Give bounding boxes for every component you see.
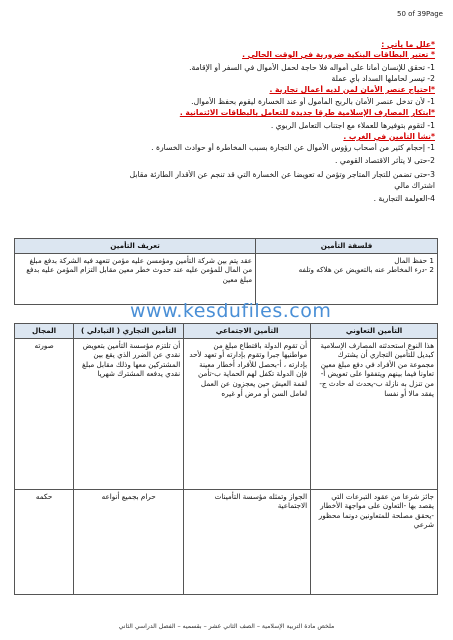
field-cell: صورته [15, 338, 74, 489]
cooperative-cell: جائز شرعا من عقود التبرعات التي يقصد بها -التعاون على مواجهة الأخطار -يحقق مصلحة للمتعاونين دونما محظور شرعي [311, 489, 438, 594]
section-heading: *ابتكار المصارف الإسلامية طرقا جديدة للتعامل بالبطاقات الائتمانية . [179, 108, 435, 117]
body-line: 3-حتى تضمن للتجار المتاجر وتؤمن له تعويضا عن الخسارة التي قد تنجم عن الأقدار الطارئة مقابل [129, 170, 435, 179]
definition-cell: عقد يتم بين شركة التأمين ومؤمسن عليه مؤمن تتعهد فيه الشركة بدفع مبلغ من المال للمؤمن عليه عند حدوث خطر معين مقابل التزام المؤمن عليه بدفع مبلغ معين [15, 253, 256, 304]
insurance-definition-table [14, 238, 438, 305]
section-heading: *نشأ التأمين في الغرب . [343, 132, 435, 141]
commercial-header: التأمين التجاري ( التبادلي ) [74, 324, 184, 339]
body-line: 4-العولمة التجارية . [373, 194, 435, 203]
field-cell: حكمه [15, 489, 74, 594]
philosophy-cell [256, 253, 438, 304]
section-heading: * تعتبر البطاقات البنكية ضرورية في الوقت الحالي . [242, 50, 435, 59]
section-heading: *احتياج عنصر الأمان لمن لديه أعمال تجارية . [269, 85, 435, 94]
watermark-text: www.kesdufiles.com [130, 300, 332, 322]
body-line: 1- لتقوم بتوفيرها للعملاء مع اجتناب التعامل الربوي . [270, 121, 435, 130]
field-header: المجال [15, 324, 74, 339]
body-line: 1- تحقق للإنسان أمانا على أمواله فلا حاجة لحمل الأموال في السفر أو الإقامة. [189, 63, 435, 72]
commercial-cell: أن تلتزم مؤسسة التأمين بتعويض نقدي عن الضرر الذي يقع بين المشتركين معها وذلك مقابل مبلغ نقدي يدفعه المشترك شهريا [74, 338, 184, 489]
body-line: اشتراك مالي [394, 181, 435, 190]
philosophy-header: فلسفة التأمين [256, 239, 438, 254]
definition-header: تعريف التأمين [15, 239, 256, 254]
table-row [15, 489, 438, 594]
commercial-cell: حرام بجميع أنواعه [74, 489, 184, 594]
philosophy-item: 1 حفظ المال [394, 255, 434, 265]
body-line: 1- لأن تدخل عنصر الأمان بالربح المأمول أو عند الخسارة ليقوم بحفظ الأموال. [191, 97, 435, 106]
body-line: 2- تيسر لحاملها السداد بأي عملة [331, 74, 435, 83]
page-number: 50 of 39Page [397, 10, 443, 18]
section-heading: *علل ما يأتي : [381, 40, 435, 49]
philosophy-item: 2 -درء المخاطر عنه بالتعويض عن هلاكه وتلفه [298, 265, 434, 275]
page-footer: ملخص مادة التربية الإسلامية – الصف الثاني عشر – بقسميه – الفصل الدراسي الثاني [118, 623, 335, 630]
social-cell: الجواز وتمثله مؤسسة التأمينات الاجتماعية [184, 489, 311, 594]
social-header: التأمين الاجتماعي [184, 324, 311, 339]
body-line: 2-حتى لا يتأثر الاقتصاد القومي . [335, 156, 435, 165]
insurance-types-table [14, 323, 438, 595]
cooperative-cell: هذا النوع استحدثته المصارف الإسلامية كبديل للتأمين التجاري أن يشترك مجموعة من الأفراد في دفع مبلغ معين تعاونا فيما بينهم ويتفقوا على تعويض أ-من تنزل به نازلة ب-يحدث له حادث ج-يفقد مالا أو نفسا [311, 338, 438, 489]
social-cell: أن تقوم الدولة باقتطاع مبلغ من مواطنيها جبرا وتقوم بإدارته أو تعهد لأحد بإدارته ، أ-بحصل للأفراد أخطار معينة فإن الدولة تكفل لهم الحماية ب-تأمن لقمة العيش حين يعجزون عن العمل لعامل السن أو مرض أو غيره [184, 338, 311, 489]
body-line: 1- إحجام كثير من أصحاب رؤوس الأموال عن التجارة بسبب المخاطرة أو حوادث الخسارة . [151, 143, 435, 152]
table-row [15, 338, 438, 489]
cooperative-header: التأمين التعاوني [311, 324, 438, 339]
